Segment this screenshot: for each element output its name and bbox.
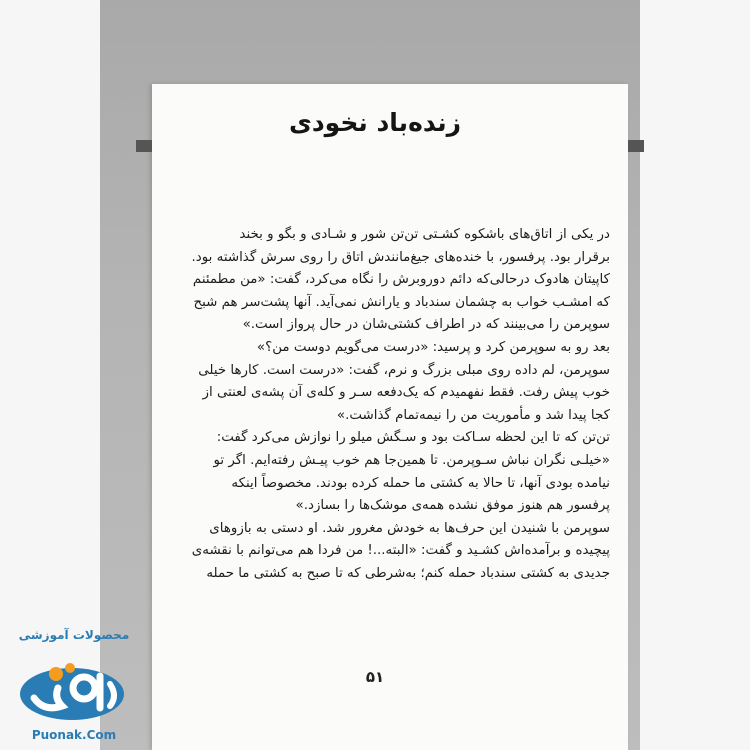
page-number: ۵۱ xyxy=(365,668,385,686)
text-line: سوپرمن، لم داده روی مبلی بزرگ و نرم، گفت: «درست است. کارها خیلی xyxy=(198,362,610,378)
logo-tagline: محصولات آموزشی xyxy=(18,628,130,642)
watermark-logo xyxy=(4,628,144,750)
logo-url: Puonak.Com xyxy=(31,728,117,742)
chapter-title: زنده‌باد نخودی xyxy=(288,108,462,137)
text-line: تن‌تن که تا این لحظه سـاکت بود و سـگش میلو را نوازش می‌کرد گفت: xyxy=(216,430,610,446)
text-line: کجا پیدا شد و مأموریت من را نیمه‌تمام گذاشت.» xyxy=(336,407,610,423)
text-line: بعد رو به سوپرمن کرد و پرسید: «درست می‌گویم دوست من؟» xyxy=(256,339,610,355)
text-line: پرفسور هم هنوز موفق نشده همه‌ی موشک‌ها را بسازد.» xyxy=(295,498,610,514)
text-line: که امشـب خواب به چشمان سندباد و یارانش نمی‌آید. آنها پشت‌سر هم شبح xyxy=(193,294,610,310)
text-line: جدیدی به کشتی سندباد حمله کنم؛ به‌شرطی که تا صبح به کشتی ما حمله xyxy=(206,565,610,581)
text-line: سوپرمن با شنیدن این حرف‌ها به خودش مغرور شد. او دستی به بازوهای xyxy=(209,520,610,536)
page-corner-mark-right xyxy=(628,140,644,152)
text-line: در یکی از اتاق‌های باشکوه کشـتی تن‌تن شور و شـادی و بگو و بخند xyxy=(239,227,610,242)
text-line: کاپیتان هادوک درحالی‌که دائم دوروبرش را نگاه می‌کرد، گفت: «من مطمئنم xyxy=(192,272,610,288)
story-paragraph xyxy=(192,224,610,586)
text-line: سوپرمن را می‌بینند که در اطراف کشتی‌شان در حال پرواز است.» xyxy=(242,317,610,333)
text-line: برقرار بود. پرفسور، با خنده‌های جیغ‌مانندش اتاق را روی سرش گذاشته بود. xyxy=(192,249,610,265)
page-corner-mark-left xyxy=(136,140,152,152)
text-line: پیچیده و برآمده‌اش کشـید و گفت: «البته...! من فردا هم می‌توانم با نقشه‌ی xyxy=(192,543,610,559)
text-line: خوب پیش رفت. فقط نفهمیدم که یک‌دفعه سـر و کله‌ی آن پشه‌ی لعنتی از xyxy=(202,385,610,401)
text-line: «خیلـی نگران نباش سـوپرمن. تا همین‌جا هم خوب پیـش رفته‌ایم. اگر تو xyxy=(213,452,610,468)
text-line: نیامده بودی آنها، تا حالا به کشتی ما حمله کرده بودند. مخصوصاً اینکه xyxy=(231,475,610,491)
puonak-logo-icon xyxy=(14,646,134,728)
